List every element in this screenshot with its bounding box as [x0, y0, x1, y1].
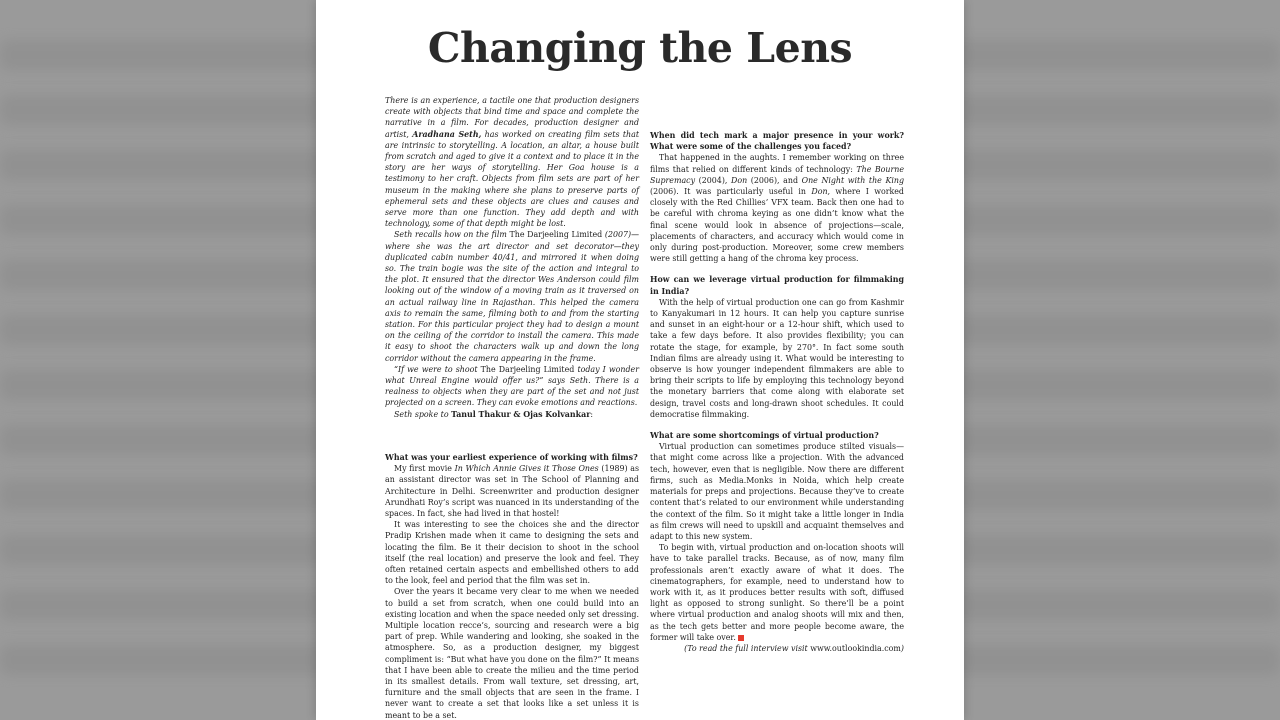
film-title: Don — [731, 175, 748, 185]
answer-paragraph: It was interesting to see the choices she and the director Pradip Krishen made when it came to designing the sets and locating the film. Be it their decision to shoot in the school itself (the real location) and preserve the look and feel. They often retained certain aspects and embellished others to add to the look, feel and period that the film was set in. — [385, 520, 639, 586]
question-heading: When did tech mark a major presence in your work? What were some of the challenges you faced? — [650, 131, 904, 152]
article-title: Changing the Lens — [427, 24, 853, 72]
film-title: The Bourne Supremacy — [650, 164, 904, 185]
left-column — [385, 95, 639, 720]
film-title: One Night with the King — [801, 175, 905, 185]
answer-paragraph: That happened in the aughts. I remember working on three films that relied on different kinds of technology: The Bourne Supremacy (2004), Don (2006), and One Night with the King (2006). It was particularly useful in Don, where I worked closely with the Red Chillies’ VFX team. Back then one had to be careful with chroma keying as one didn’t know what the final scene would look in absence of projections—scale, placements of characters, and accuracy which would come in only during post-production. Moreover, some crew members were still getting a hang of the chroma key process. — [650, 153, 905, 264]
qa-block-4 — [650, 430, 904, 643]
end-mark-icon — [738, 635, 744, 641]
film-title: The Darjeeling Limited — [509, 230, 603, 240]
answer-paragraph: My first movie In Which Annie Gives it Those Ones (1989) as an assistant director was set in The School of Planning and Architecture in Delhi. Screenwriter and production designer Arundhati Roy’s script was nuanced in its understanding of the spaces. In fact, she had lived in that hostel! — [385, 464, 639, 518]
answer-paragraph: With the help of virtual production one can go from Kashmir to Kanyakumari in 12 hours. It can help you capture sunrise and sunset in an eight-hour or a 12-hour shift, which used to take a few days before. It also provides flexibility; you can rotate the stage, for example, by 270°. In fact some south Indian films are already using it. What would be interesting to observe is how younger independent filmmakers are able to bring their scripts to life by employing this technology beyond the monetary barriers that come along with elaborate set design, travel costs and long-drawn shoot schedules. It could democratise filmmaking. — [650, 297, 904, 419]
question-heading: What are some shortcomings of virtual production? — [650, 431, 879, 441]
qa-block-3 — [650, 274, 904, 420]
interviewer-names: Tanul Thakur & Ojas Kolvankar — [451, 409, 591, 419]
magazine-page — [316, 0, 964, 720]
qa-block-2 — [650, 130, 904, 264]
footnote-url[interactable]: www.outlookindia.com — [810, 643, 901, 653]
intro-paragraph: Seth recalls how on the film The Darjeeling Limited (2007)—where she was the art director and set decorator—they duplicated cabin number 40/41, and mirrored it when doing so. The train bogie was the site of the action and integral to the plot. It ensured that the director Wes Anderson could film looking out of the window of a moving train as it traversed on an actual railway line in Rajasthan. This helped the camera axis to remain the same, filming both to and from the starting station. For this particular project they had to design a mount on the ceiling of the corridor to install the camera. This made it easy to shoot the characters walk up and down the long corridor without the camera appearing in the frame. — [385, 230, 640, 363]
film-title: In Which Annie Gives it Those Ones — [454, 464, 599, 474]
answer-paragraph: Over the years it became very clear to me when we needed to build a set from scratch, when one could build into an existing location and when the space needed only set dressing. Multiple location recce’s, sourcing and research were a big part of prep. While wandering and looking, she soaked in the atmosphere. So, as a production designer, my biggest compliment is: “But what have you done on the film?” It means that I have been able to create the milieu and the time period in its smallest details. From wall texture, set dressing, art, furniture and the small objects that are seen in the frame. I never want to create a set that looks like a set unless it is meant to be a set. — [385, 587, 639, 720]
subject-name: Aradhana Seth, — [412, 129, 482, 139]
footnote: (To read the full interview visit www.outlookindia.com) — [684, 643, 904, 653]
right-column — [650, 95, 904, 654]
intro-paragraph: “If we were to shoot The Darjeeling Limited today I wonder what Unreal Engine would offer us?” says Seth. There is a realness to objects when they are part of the set and not just projected on a screen. They can evoke emotions and reactions. — [385, 364, 639, 408]
question-heading: How can we leverage virtual production for filmmaking in India? — [650, 275, 904, 296]
film-title: The Darjeeling Limited — [480, 364, 575, 374]
intro-section — [385, 95, 639, 420]
film-title: Don, — [811, 187, 831, 197]
intro-paragraph: There is an experience, a tactile one that production designers create with objects that bind time and space and complete the narrative in a film. For decades, production designer and artist, Aradhana Seth, has worked on creating film sets that are intrinsic to storytelling. A location, an altar, a house built from scratch and aged to give it a context and to place it in the story are her ways of storytelling. Her Goa house is a testimony to her craft. Objects from film sets are part of her museum in the making where she plans to preserve parts of ephemeral sets and these objects are clues and causes and serve more than one function. They add depth and with technology, some of that depth might be lost. — [385, 96, 639, 229]
answer-paragraph: Virtual production can sometimes produce stilted visuals—that might come across like a projection. With the advanced tech, however, even that is negligible. Now there are different firms, such as Media.Monks in Noida, which help create materials for preps and projections. Because they’ve to create content that’s related to our environment while understanding the context of the film. So it might take a little longer in India as film crews will need to upskill and acquaint themselves and adapt to this new system. — [650, 442, 904, 541]
intro-paragraph: Seth spoke to Tanul Thakur & Ojas Kolvankar: — [394, 409, 594, 419]
answer-paragraph: To begin with, virtual production and on-location shoots will have to take parallel tracks. Because, as of now, many film professionals aren’t exactly aware of what it does. The cinematographers, for example, need to understand how to work with it, as it produces better results with soft, diffused light as opposed to strong sunlight. So there’ll be a point where virtual production and analog shoots will mix and then, as the tech gets better and more people become aware, the former will take over. — [650, 543, 904, 642]
question-heading: What was your earliest experience of working with films? — [385, 452, 638, 462]
qa-block-1 — [385, 452, 639, 720]
